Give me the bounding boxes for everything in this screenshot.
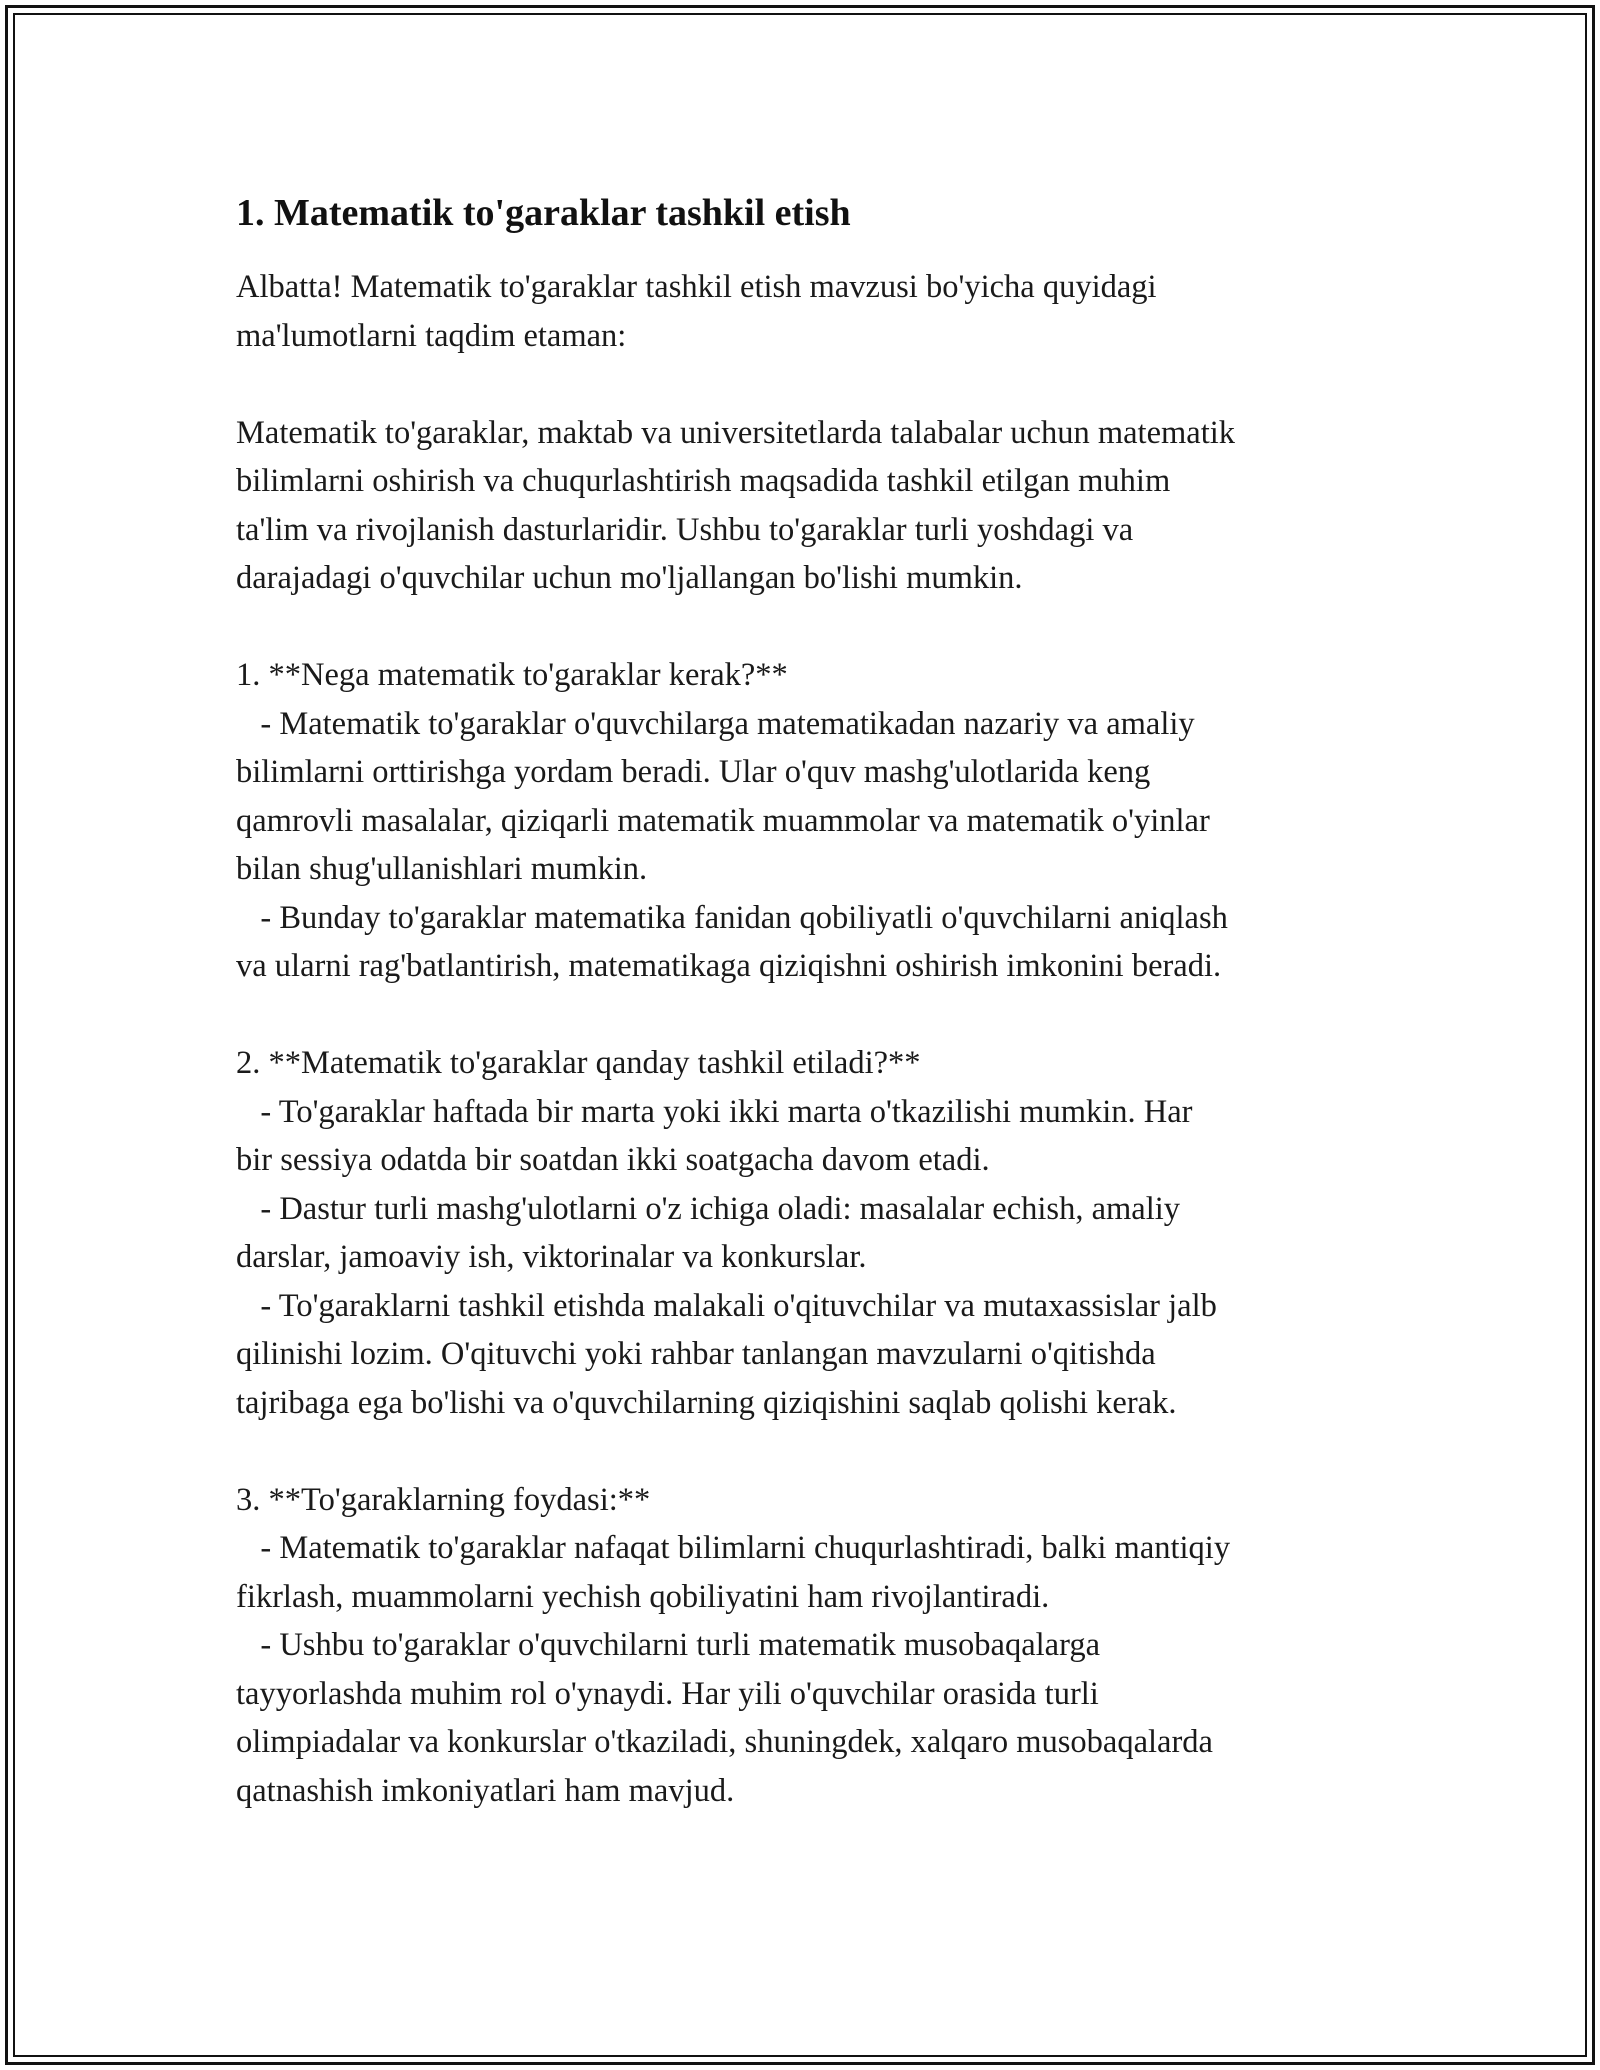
section-point: - Dastur turli mashg'ulotlarni o'z ichiga oladi: masalalar echish, amaliy darslar, jamoaviy ish, viktorinalar va konkurslar. xyxy=(236,1190,1181,1275)
section-2 xyxy=(236,1039,1386,1427)
intro-paragraph: Albatta! Matematik to'garaklar tashkil etish mavzusi bo'yicha quyidagi ma'lumotlarni taqdim etaman: xyxy=(236,269,1157,354)
section-heading: 3. **To'garaklarning foydasi:** xyxy=(236,1481,651,1518)
paragraph-gap xyxy=(236,360,1386,409)
paragraph-gap xyxy=(236,603,1386,652)
section-point: - Matematik to'garaklar nafaqat bilimlarni chuqurlashtiradi, balki mantiqiy fikrlash, muammolarni yechish qobiliyatini ham rivojlantiradi. xyxy=(236,1530,1231,1615)
paragraph-gap xyxy=(236,1427,1386,1476)
document-body xyxy=(236,185,1386,1815)
section-point: - To'garaklar haftada bir marta yoki ikki marta o'tkazilishi mumkin. Har bir sessiya odatda bir soatdan ikki soatgacha davom etadi. xyxy=(236,1093,1193,1178)
section-1 xyxy=(236,651,1386,991)
section-point: - Ushbu to'garaklar o'quvchilarni turli matematik musobaqalarga tayyorlashda muhim rol o'ynaydi. Har yili o'quvchilar orasida turli olimpiadalar va konkurslar o'tkaziladi, shuningdek, xalqaro musobaqalarda qatnashish imkoniyatlari ham mavjud. xyxy=(236,1627,1213,1809)
section-heading: 2. **Matematik to'garaklar qanday tashkil etiladi?** xyxy=(236,1045,921,1081)
section-3 xyxy=(236,1476,1386,1816)
section-heading: 1. **Nega matematik to'garaklar kerak?** xyxy=(236,657,788,693)
document-title: 1. Matematik to'garaklar tashkil etish xyxy=(236,192,851,234)
section-point: - To'garaklarni tashkil etishda malakali o'qituvchilar va mutaxassislar jalb qilinishi lozim. O'qituvchi yoki rahbar tanlangan mavzularni o'qitishda tajribaga ega bo'lishi va o'quvchilarning qiziqishini saqlab qolishi kerak. xyxy=(236,1287,1217,1421)
section-point: - Matematik to'garaklar o'quvchilarga matematikadan nazariy va amaliy bilimlarni orttirishga yordam beradi. Ular o'quv mashg'ulotlarida keng qamrovli masalalar, qiziqarli matematik muammolar va matematik o'yinlar bilan shug'ullanishlari mumkin. xyxy=(236,705,1210,887)
overview-paragraph: Matematik to'garaklar, maktab va universitetlarda talabalar uchun matematik bilimlarni oshirish va chuqurlashtirish maqsadida tashkil etilgan muhim ta'lim va rivojlanish dasturlaridir. Ushbu to'garaklar turli yoshdagi va darajadagi o'quvchilar uchun mo'ljallangan bo'lishi mumkin. xyxy=(236,414,1236,596)
section-point: - Bunday to'garaklar matematika fanidan qobiliyatli o'quvchilarni aniqlash va ularni rag'batlantirish, matematikaga qiziqishni oshirish imkonini beradi. xyxy=(236,899,1228,984)
paragraph-gap xyxy=(236,991,1386,1040)
